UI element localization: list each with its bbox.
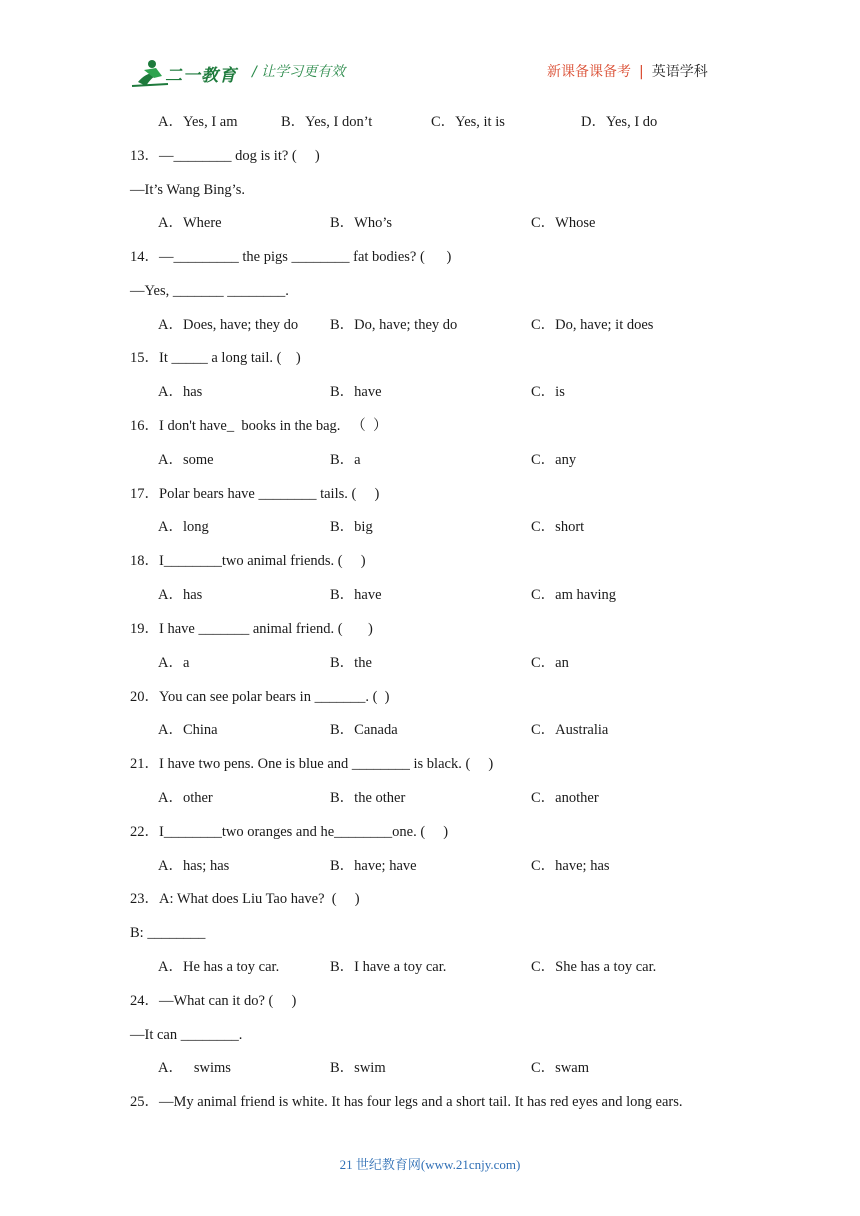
answer-option: A．other	[158, 790, 213, 806]
answer-option: C．have; has	[531, 858, 610, 874]
answer-option: A．has	[158, 384, 203, 400]
question-line: 22．I________two oranges and he________one. ( )	[130, 824, 449, 840]
page-header	[0, 0, 860, 100]
answer-option: D．Yes, I do	[581, 114, 658, 130]
answer-option: B．the	[330, 655, 372, 671]
question-line: 24．—What can it do? ( )	[130, 993, 297, 1009]
answer-option: B．Do, have; they do	[330, 317, 458, 333]
question-line: —It’s Wang Bing’s.	[130, 182, 245, 198]
answer-option: B．Canada	[330, 722, 398, 738]
answer-option: C．Yes, it is	[431, 114, 505, 130]
answer-option: C．She has a toy car.	[531, 959, 657, 975]
question-line: 19．I have _______ animal friend. ( )	[130, 621, 373, 637]
answer-option: C．Whose	[531, 215, 596, 231]
page-footer: 21 世纪教育网(www.21cnjy.com)	[339, 1157, 521, 1172]
question-line: 20．You can see polar bears in _______. ( )	[130, 689, 390, 705]
answer-option: B．swim	[330, 1060, 386, 1076]
answer-option: A．Does, have; they do	[158, 317, 299, 333]
question-line: 16．I don't have_ books in the bag. （ ）	[130, 418, 388, 434]
question-line: 13．—________ dog is it? ( )	[130, 148, 320, 164]
question-line: —Yes, _______ ________.	[130, 283, 289, 299]
answer-option: B．I have a toy car.	[330, 959, 447, 975]
answer-option: C．Do, have; it does	[531, 317, 654, 333]
answer-option: C．short	[531, 519, 585, 535]
answer-option: C．any	[531, 452, 577, 468]
logo-text: 二一教育	[165, 66, 237, 86]
question-line: 15．It _____ a long tail. ( )	[130, 350, 301, 366]
question-line: 17．Polar bears have ________ tails. ( )	[130, 486, 380, 502]
answer-option: A．Where	[158, 215, 222, 231]
answer-option: B．have; have	[330, 858, 417, 874]
answer-option: B．big	[330, 519, 373, 535]
question-line: —It can ________.	[130, 1027, 243, 1043]
answer-option: A．Yes, I am	[158, 114, 238, 130]
answer-option: B．the other	[330, 790, 406, 806]
header-subject: 英语学科	[651, 64, 708, 80]
answer-option: A． swims	[158, 1060, 231, 1076]
answer-option: C．another	[531, 790, 599, 806]
answer-option: A．has	[158, 587, 203, 603]
answer-option: C．an	[531, 655, 569, 671]
question-line: 25．—My animal friend is white. It has four legs and a short tail. It has red eyes and long ears.	[130, 1094, 683, 1110]
answer-option: C．am having	[531, 587, 616, 603]
answer-option: A．some	[158, 452, 214, 468]
header-tagline: 新课备课备考	[547, 64, 631, 80]
header-separator: |	[639, 64, 644, 80]
answer-option: B．Yes, I don’t	[281, 114, 373, 130]
answer-option: A．long	[158, 519, 209, 535]
answer-option: C．Australia	[531, 722, 609, 738]
question-line: 23．A: What does Liu Tao have? ( )	[130, 891, 360, 907]
answer-option: A．China	[158, 722, 218, 738]
question-line: 14．—_________ the pigs ________ fat bodies? ( )	[130, 249, 452, 265]
answer-option: A．a	[158, 655, 190, 671]
question-line: 21．I have two pens. One is blue and ________ is black. ( )	[130, 756, 494, 772]
answer-option: C．is	[531, 384, 565, 400]
answer-option: B．a	[330, 452, 361, 468]
answer-option: A．has; has	[158, 858, 230, 874]
header-right	[547, 61, 708, 81]
answer-option: A．He has a toy car.	[158, 959, 280, 975]
slogan: / 让学习更有效	[252, 64, 346, 80]
answer-option: C．swam	[531, 1060, 589, 1076]
question-line: B: ________	[130, 925, 206, 941]
question-line: 18．I________two animal friends. ( )	[130, 553, 366, 569]
answer-option: B．Who’s	[330, 215, 393, 231]
answer-option: B．have	[330, 384, 382, 400]
answer-option: B．have	[330, 587, 382, 603]
